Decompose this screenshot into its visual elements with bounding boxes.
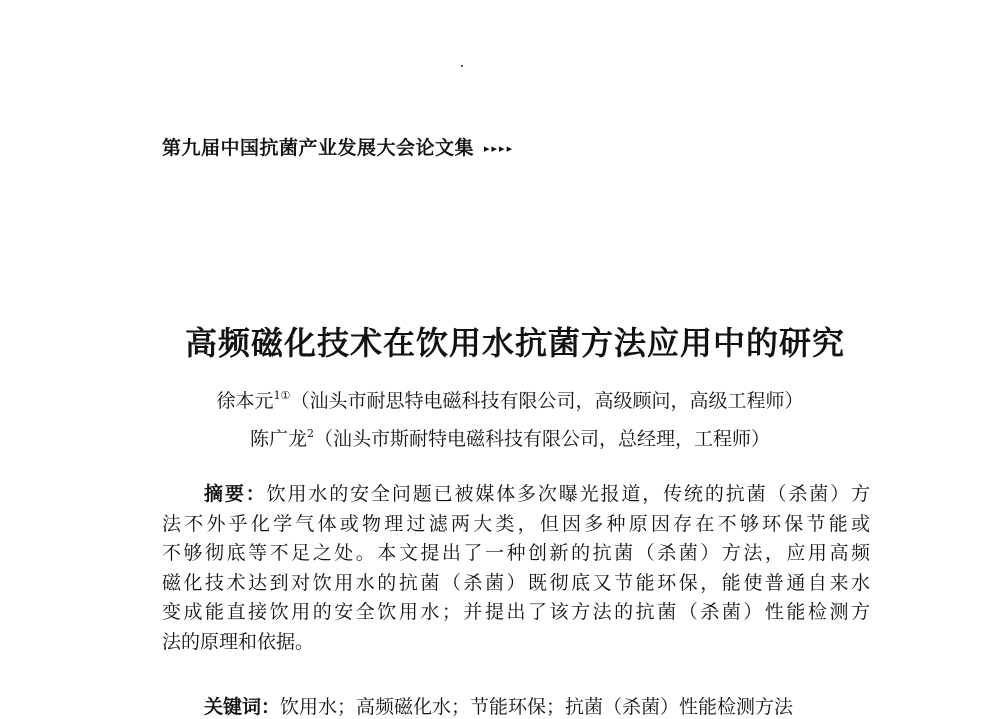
abstract-line: 摘要：饮用水的安全问题已被媒体多次曝光报道，传统的抗菌（杀菌）方 xyxy=(204,483,870,505)
keywords-text: 饮用水；高频磁化水；节能环保；抗菌（杀菌）性能检测方法 xyxy=(280,696,794,718)
abstract-line: 法不外乎化学气体或物理过滤两大类，但因多种原因存在不够环保节能或 xyxy=(162,512,870,535)
abstract-line: 法的原理和依据。 xyxy=(162,630,315,653)
abstract-line: 变成能直接饮用的安全饮用水；并提出了该方法的抗菌（杀菌）性能检测方 xyxy=(162,601,870,624)
keywords xyxy=(204,692,793,719)
author-affiliation: （汕头市耐思特电磁科技有限公司，高级顾问，高级工程师） xyxy=(290,390,804,412)
scan-speck xyxy=(461,65,463,67)
abstract-line: 磁化技术达到对饮用水的抗菌（杀菌）既彻底又节能环保，能使普通自来水 xyxy=(162,571,870,594)
author-affiliation: （汕头市斯耐特电磁科技有限公司，总经理，工程师） xyxy=(314,428,771,450)
proceedings-header xyxy=(162,133,514,160)
author-superscript: 1① xyxy=(273,389,291,402)
proceedings-title: 第九届中国抗菌产业发展大会论文集 xyxy=(162,137,475,159)
keywords-label: 关键词： xyxy=(204,696,281,718)
abstract-line: 不够彻底等不足之处。本文提出了一种创新的抗菌（杀菌）方法，应用高频 xyxy=(162,542,870,565)
author-name: 陈广龙 xyxy=(249,428,307,450)
author-superscript: 2 xyxy=(307,427,314,440)
arrow-markers-icon: ▸▸▸▸ xyxy=(484,142,515,155)
abstract xyxy=(162,480,870,658)
paper-title: 高频磁化技术在饮用水抗菌方法应用中的研究 xyxy=(184,324,845,362)
author-name: 徐本元 xyxy=(216,390,274,412)
author-line-2 xyxy=(0,424,1000,451)
abstract-label: 摘要： xyxy=(204,483,267,505)
author-line-1 xyxy=(0,386,1000,413)
